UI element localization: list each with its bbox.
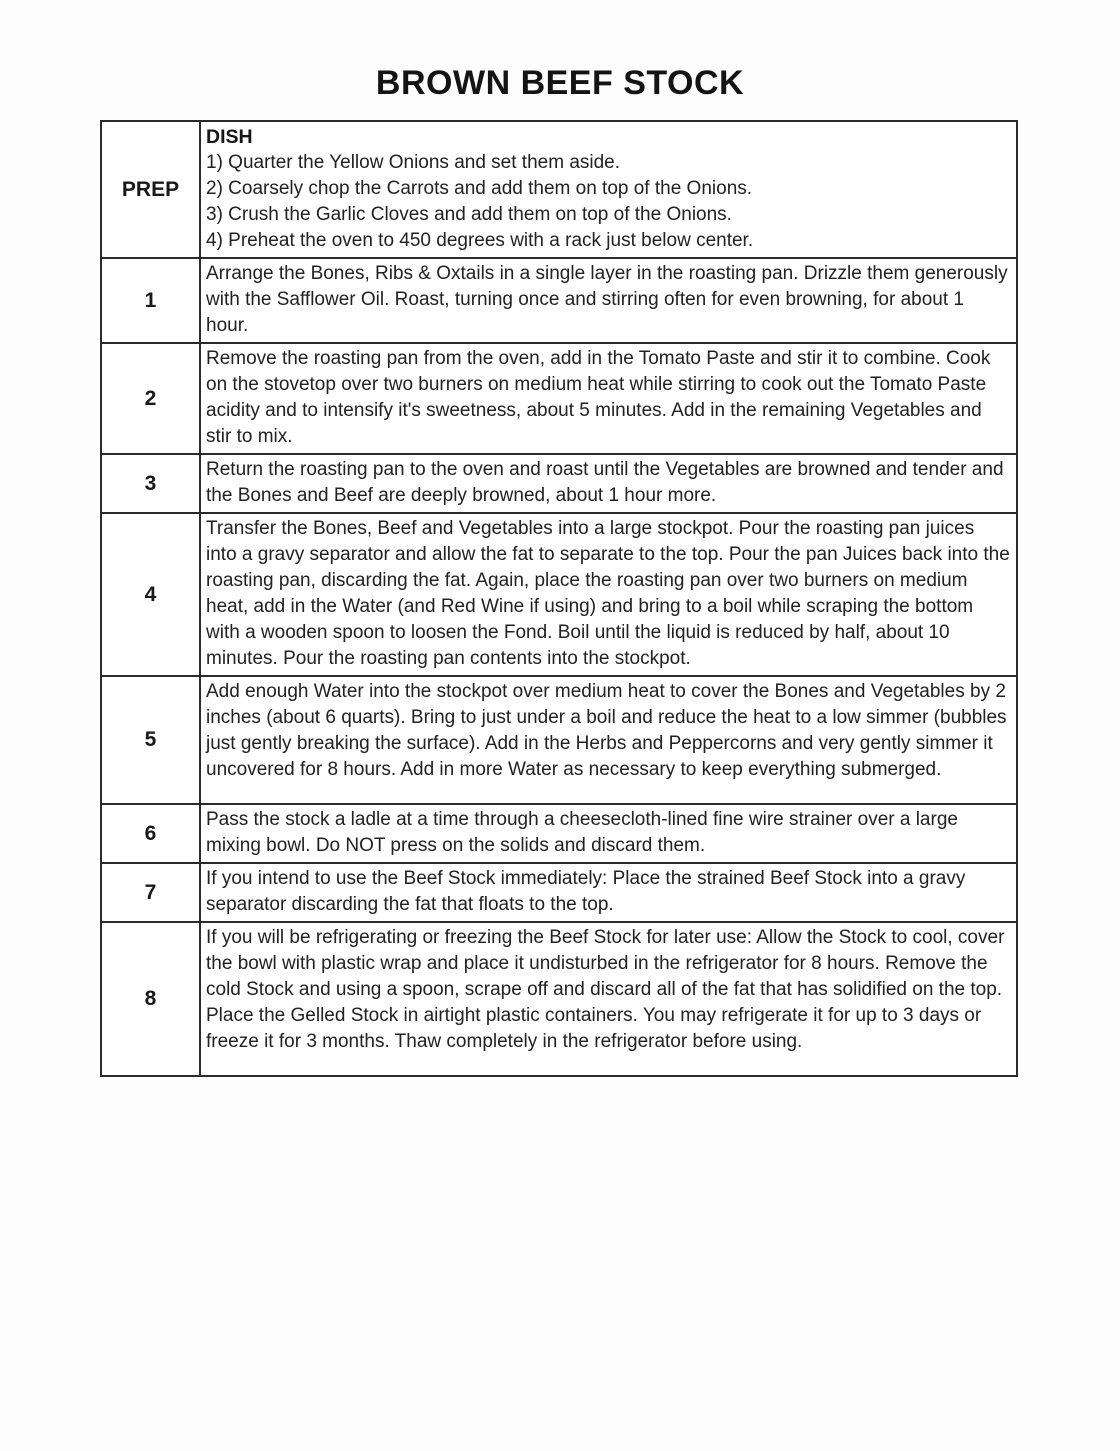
step-description: If you will be refrigerating or freezing the Beef Stock for later use: Allow the Stock to cool, cover the bowl with plastic wrap and place it undisturbed in the refrigerator for 8 hours. Remove the cold Stock and using a spoon, scrape off and discard all of the fat that has solidified on the top. Place the Gelled Stock in airtight plastic containers. You may refrigerate it for up to 3 days or freeze it for 3 months. Thaw completely in the refrigerator before using. <box>200 922 1017 1076</box>
prep-heading: DISH <box>206 126 253 148</box>
table-row-step-5 <box>101 676 1017 804</box>
step-label: 3 <box>101 454 200 513</box>
table-row-step-3 <box>101 454 1017 513</box>
table-row-step-7 <box>101 863 1017 922</box>
page-title: BROWN BEEF STOCK <box>375 64 745 102</box>
step-label: 7 <box>101 863 200 922</box>
table-row-step-4 <box>101 513 1017 676</box>
recipe-table <box>100 120 1018 1077</box>
table-row-step-8 <box>101 922 1017 1076</box>
step-label: 4 <box>101 513 200 676</box>
table-row-step-2 <box>101 343 1017 454</box>
step-label: 2 <box>101 343 200 454</box>
step-description: Transfer the Bones, Beef and Vegetables into a large stockpot. Pour the roasting pan juices into a gravy separator and allow the fat to separate to the top. Pour the pan Juices back into the roasting pan, discarding the fat. Again, place the roasting pan over two burners on medium heat, add in the Water (and Red Wine if using) and bring to a boil while scraping the bottom with a wooden spoon to loosen the Fond. Boil until the liquid is reduced by half, about 10 minutes. Pour the roasting pan contents into the stockpot. <box>200 513 1017 676</box>
step-description: If you intend to use the Beef Stock immediately: Place the strained Beef Stock into a gravy separator discarding the fat that floats to the top. <box>200 863 1017 922</box>
table-row-step-1 <box>101 258 1017 343</box>
step-label: 6 <box>101 804 200 863</box>
prep-line: 1) Quarter the Yellow Onions and set them aside. <box>206 152 621 173</box>
step-description: Remove the roasting pan from the oven, add in the Tomato Paste and stir it to combine. Cook on the stovetop over two burners on medium heat while stirring to cook out the Tomato Paste acidity and to intensify it's sweetness, about 5 minutes. Add in the remaining Vegetables and stir to mix. <box>200 343 1017 454</box>
prep-line: 4) Preheat the oven to 450 degrees with a rack just below center. <box>206 230 754 251</box>
prep-line: 3) Crush the Garlic Cloves and add them on top of the Onions. <box>206 204 732 225</box>
step-description: Pass the stock a ladle at a time through a cheesecloth-lined fine wire strainer over a large mixing bowl. Do NOT press on the solids and discard them. <box>200 804 1017 863</box>
step-description: Add enough Water into the stockpot over medium heat to cover the Bones and Vegetables by 2 inches (about 6 quarts). Bring to just under a boil and reduce the heat to a low simmer (bubbles just gently breaking the surface). Add in the Herbs and Peppercorns and very gently simmer it uncovered for 8 hours. Add in more Water as necessary to keep everything submerged. <box>200 676 1017 804</box>
table-row-step-6 <box>101 804 1017 863</box>
step-label: 5 <box>101 676 200 804</box>
table-row-prep <box>101 121 1017 258</box>
step-description: Return the roasting pan to the oven and roast until the Vegetables are browned and tender and the Bones and Beef are deeply browned, about 1 hour more. <box>200 454 1017 513</box>
prep-line: 2) Coarsely chop the Carrots and add them on top of the Onions. <box>206 178 753 199</box>
step-description <box>200 121 1017 258</box>
step-description: Arrange the Bones, Ribs & Oxtails in a single layer in the roasting pan. Drizzle them generously with the Safflower Oil. Roast, turning once and stirring often for even browning, for about 1 hour. <box>200 258 1017 343</box>
step-label: 8 <box>101 922 200 1076</box>
step-label: PREP <box>101 121 200 258</box>
step-label: 1 <box>101 258 200 343</box>
